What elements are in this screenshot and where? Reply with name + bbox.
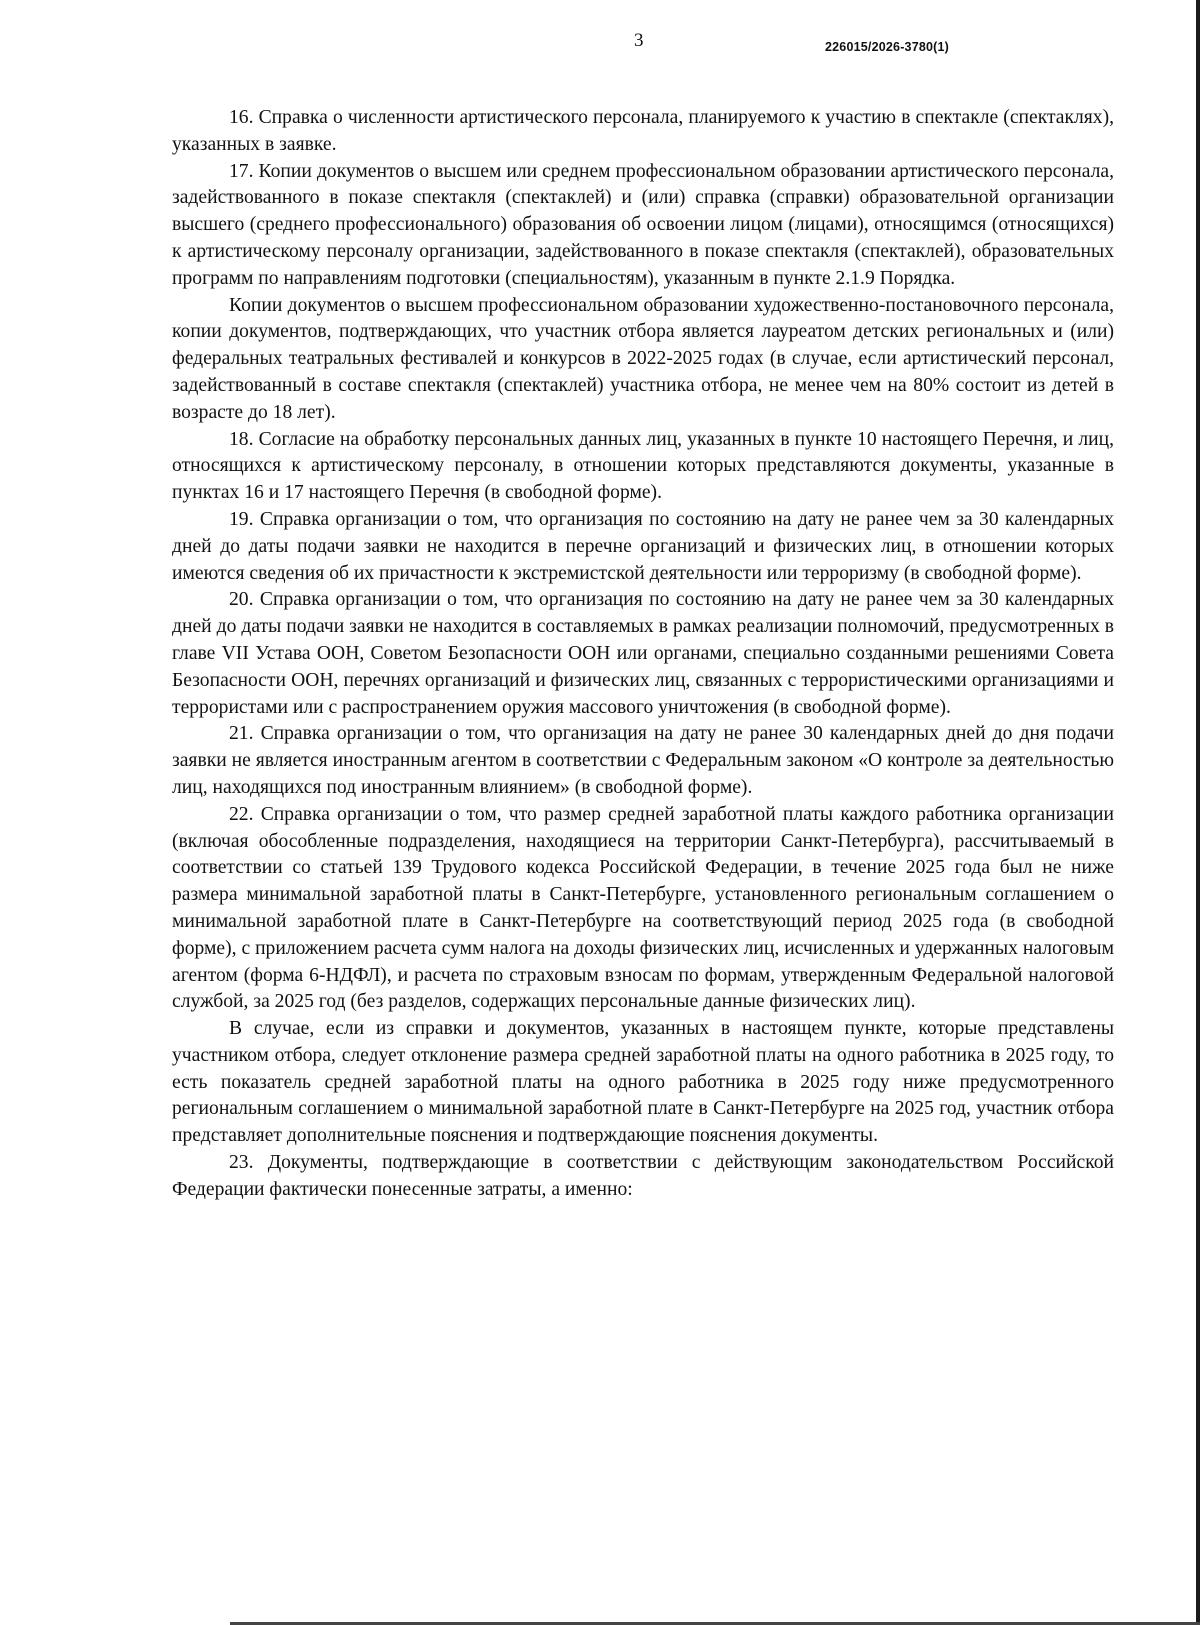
paragraph-item-17: 17. Копии документов о высшем или среднем профессиональном образовании артистического персонала, задействованного в показе спектакля (спектаклей) и (или) справка (справки) образовательной организации высшего (среднего профессионального) образования об освоении лицом (лицами), относящимся (относящихся) к артистическому персоналу организации, задействованного в показе спектакля (спектаклей), образовательных программ по направлениям подготовки (специальностям), указанным в пункте 2.1.9 Порядка. bbox=[172, 160, 1114, 289]
document-body bbox=[172, 105, 1114, 1204]
paragraph-item-23: 23. Документы, подтверждающие в соответствии с действующим законодательством Российской Федерации фактически понесенные затраты, а именно: bbox=[172, 1152, 1114, 1200]
paragraph-item-18: 18. Согласие на обработку персональных данных лиц, указанных в пункте 10 настоящего Перечня, и лиц, относящихся к артистическому персоналу, в отношении которых представляются документы, указанные в пунктах 16 и 17 настоящего Перечня (в свободной форме). bbox=[172, 428, 1114, 504]
page-number: 3 bbox=[634, 30, 644, 51]
scan-edge-border bbox=[1196, 0, 1200, 1625]
paragraph-item-19: 19. Справка организации о том, что организация по состоянию на дату не ранее чем за 30 календарных дней до даты подачи заявки не находится в перечне организаций и физических лиц, в отношении которых имеются сведения об их причастности к экстремистской деятельности или терроризму (в свободной форме). bbox=[172, 508, 1114, 584]
paragraph-item-16: 16. Справка о численности артистического персонала, планируемого к участию в спектакле (спектаклях), указанных в заявке. bbox=[172, 107, 1114, 155]
paragraph-item-21: 21. Справка организации о том, что организация на дату не ранее 30 календарных дней до дня подачи заявки не является иностранным агентом в соответствии с Федеральным законом «О контроле за деятельностью лиц, находящихся под иностранным влиянием» (в свободной форме). bbox=[172, 723, 1114, 798]
paragraph-item-22-continued: В случае, если из справки и документов, указанных в настоящем пункте, которые представлены участником отбора, следует отклонение размера средней заработной платы на одного работника в 2025 году, то есть показатель средней заработной платы на одного работника в 2025 году ниже предусмотренного региональным соглашением о минимальной заработной плате в Санкт-Петербурге на 2025 год, участник отбора представляет дополнительные пояснения и подтверждающие пояснения документы. bbox=[172, 1018, 1114, 1147]
paragraph-item-17-continued: Копии документов о высшем профессиональном образовании художественно-постановочного персонала, копии документов, подтверждающих, что участник отбора является лауреатом детских региональных и (или) федеральных театральных фестивалей и конкурсов в 2022-2025 годах (в случае, если артистический персонал, задействованный в составе спектакля (спектаклей) участника отбора, не менее чем на 80% состоит из детей в возрасте до 18 лет). bbox=[172, 294, 1114, 423]
document-reference-number: 226015/2026-3780(1) bbox=[825, 40, 950, 54]
paragraph-item-22: 22. Справка организации о том, что размер средней заработной платы каждого работника организации (включая обособленные подразделения, находящиеся на территории Санкт-Петербурга), рассчитываемый в соответствии со статьей 139 Трудового кодекса Российской Федерации, в течение 2025 года был не ниже размера минимальной заработной платы в Санкт-Петербурге, установленного региональным соглашением о минимальной заработной плате в Санкт-Петербурге на соответствующий период 2025 года (в свободной форме), с приложением расчета сумм налога на доходы физических лиц, исчисленных и удержанных налоговым агентом (форма 6-НДФЛ), и расчета по страховым взносам по формам, утвержденным Федеральной налоговой службой, за 2025 год (без разделов, содержащих персональные данные физических лиц). bbox=[172, 803, 1114, 1013]
paragraph-item-20: 20. Справка организации о том, что организация по состоянию на дату не ранее чем за 30 календарных дней до даты подачи заявки не находится в составляемых в рамках реализации полномочий, предусмотренных в главе VII Устава ООН, Советом Безопасности ООН или органами, специально созданными решениями Совета Безопасности ООН, перечнях организаций и физических лиц, связанных с террористическими организациями и террористами или с распространением оружия массового уничтожения (в свободной форме). bbox=[172, 589, 1114, 718]
